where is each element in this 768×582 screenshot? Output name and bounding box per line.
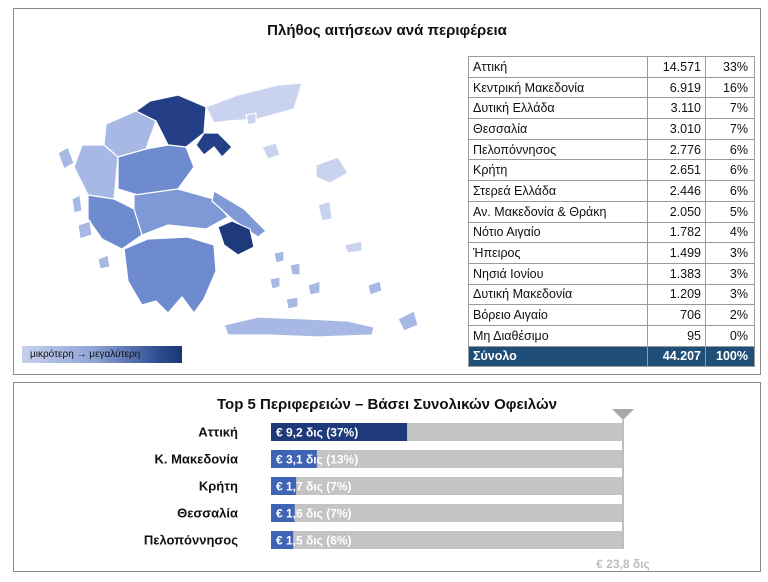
table-row <box>469 181 755 202</box>
region-name-cell: Στερεά Ελλάδα <box>469 181 648 202</box>
bar-value-label: € 1,6 δις (7%) <box>276 506 352 521</box>
count-cell: 1.782 <box>648 222 706 243</box>
percent-cell: 100% <box>706 346 755 367</box>
count-cell: 2.446 <box>648 181 706 202</box>
map-region-samos <box>344 241 362 253</box>
count-cell: 2.050 <box>648 201 706 222</box>
percent-cell: 2% <box>706 305 755 326</box>
count-cell: 14.571 <box>648 57 706 78</box>
total-value-label: € 23,8 δις <box>596 557 650 571</box>
category-label: Πελοπόννησος <box>143 532 238 548</box>
map-region-cyclades-2 <box>290 263 300 275</box>
percent-cell: 7% <box>706 119 755 140</box>
table-row <box>469 305 755 326</box>
category-label: Θεσσαλία <box>177 505 238 521</box>
table-row <box>469 243 755 264</box>
region-name-cell: Δυτική Μακεδονία <box>469 284 648 305</box>
table-row <box>469 57 755 78</box>
bar-value-label: € 3,1 δις (13%) <box>276 452 359 467</box>
count-cell: 95 <box>648 325 706 346</box>
count-cell: 2.776 <box>648 139 706 160</box>
table-row <box>469 160 755 181</box>
map-legend-label: μικρότερη → μεγαλύτερη <box>30 349 141 360</box>
table-row <box>469 284 755 305</box>
table-row <box>469 77 755 98</box>
region-name-cell: Ήπειρος <box>469 243 648 264</box>
count-cell: 3.110 <box>648 98 706 119</box>
region-name-cell: Δυτική Ελλάδα <box>469 98 648 119</box>
map-region-ionia-1 <box>58 147 74 169</box>
map-region-ionia-2 <box>72 195 82 213</box>
table-row <box>469 201 755 222</box>
map-region-kriti <box>224 317 374 337</box>
bar-value-label: € 9,2 δις (37%) <box>276 425 359 440</box>
table-total-row <box>469 346 755 367</box>
table-row <box>469 222 755 243</box>
region-name-cell: Αττική <box>469 57 648 78</box>
count-cell: 1.209 <box>648 284 706 305</box>
percent-cell: 33% <box>706 57 755 78</box>
region-name-cell: Μη Διαθέσιμο <box>469 325 648 346</box>
region-name-cell: Κεντρική Μακεδονία <box>469 77 648 98</box>
percent-cell: 7% <box>706 98 755 119</box>
table-row <box>469 139 755 160</box>
map-region-ionia-4 <box>98 255 110 269</box>
bar-value-label: € 1,5 δις (6%) <box>276 533 352 548</box>
map-region-ionia-3 <box>78 221 92 239</box>
map-region-limnos <box>262 143 280 159</box>
count-cell: 6.919 <box>648 77 706 98</box>
percent-cell: 4% <box>706 222 755 243</box>
category-label: Κρήτη <box>198 478 238 494</box>
region-name-cell: Βόρειο Αιγαίο <box>469 305 648 326</box>
percent-cell: 0% <box>706 325 755 346</box>
count-cell: 706 <box>648 305 706 326</box>
count-cell: 1.499 <box>648 243 706 264</box>
map-region-dodecanese-2 <box>398 311 418 331</box>
bar-value-label: € 1,7 δις (7%) <box>276 479 352 494</box>
map-panel <box>13 8 761 375</box>
region-name-cell: Θεσσαλία <box>469 119 648 140</box>
region-name-cell: Νότιο Αιγαίο <box>469 222 648 243</box>
region-name-cell: Κρήτη <box>469 160 648 181</box>
map-region-chalkidiki <box>196 133 232 157</box>
category-label: Αττική <box>198 424 238 440</box>
greece-region-map <box>18 49 448 339</box>
region-name-cell: Σύνολο <box>469 346 648 367</box>
map-region-chios <box>318 201 332 221</box>
map-panel-title: Πλήθος αιτήσεων ανά περιφέρεια <box>267 22 507 39</box>
percent-cell: 6% <box>706 139 755 160</box>
region-name-cell: Νησιά Ιονίου <box>469 263 648 284</box>
map-region-cyclades-3 <box>270 277 280 289</box>
top5-debt-panel <box>13 382 761 572</box>
map-region-thasos <box>246 113 256 125</box>
percent-cell: 3% <box>706 243 755 264</box>
percent-cell: 5% <box>706 201 755 222</box>
region-name-cell: Αν. Μακεδονία & Θράκη <box>469 201 648 222</box>
chart-title: Top 5 Περιφερειών – Βάσει Συνολικών Οφειλών <box>217 396 557 413</box>
map-region-cyclades-1 <box>274 251 284 263</box>
percent-cell: 6% <box>706 160 755 181</box>
percent-cell: 3% <box>706 284 755 305</box>
region-table-body <box>469 57 755 367</box>
map-region-ipeiros <box>74 145 118 199</box>
percent-cell: 16% <box>706 77 755 98</box>
count-cell: 2.651 <box>648 160 706 181</box>
total-marker-triangle <box>612 409 634 420</box>
count-cell: 44.207 <box>648 346 706 367</box>
map-region-lesvos <box>316 157 348 183</box>
table-row <box>469 98 755 119</box>
top5-debt-bar-chart <box>14 383 760 571</box>
count-cell: 3.010 <box>648 119 706 140</box>
map-region-dodecanese-1 <box>368 281 382 295</box>
table-row <box>469 119 755 140</box>
count-cell: 1.383 <box>648 263 706 284</box>
percent-cell: 6% <box>706 181 755 202</box>
region-applications-table <box>468 56 755 367</box>
region-name-cell: Πελοπόννησος <box>469 139 648 160</box>
map-region-cyclades-4 <box>308 281 320 295</box>
table-row <box>469 263 755 284</box>
map-region-peloponnisos <box>124 237 216 313</box>
map-region-cyclades-5 <box>286 297 298 309</box>
bars-layer <box>144 409 650 571</box>
map-color-legend <box>22 346 182 363</box>
percent-cell: 3% <box>706 263 755 284</box>
category-label: Κ. Μακεδονία <box>154 451 238 467</box>
table-row <box>469 325 755 346</box>
